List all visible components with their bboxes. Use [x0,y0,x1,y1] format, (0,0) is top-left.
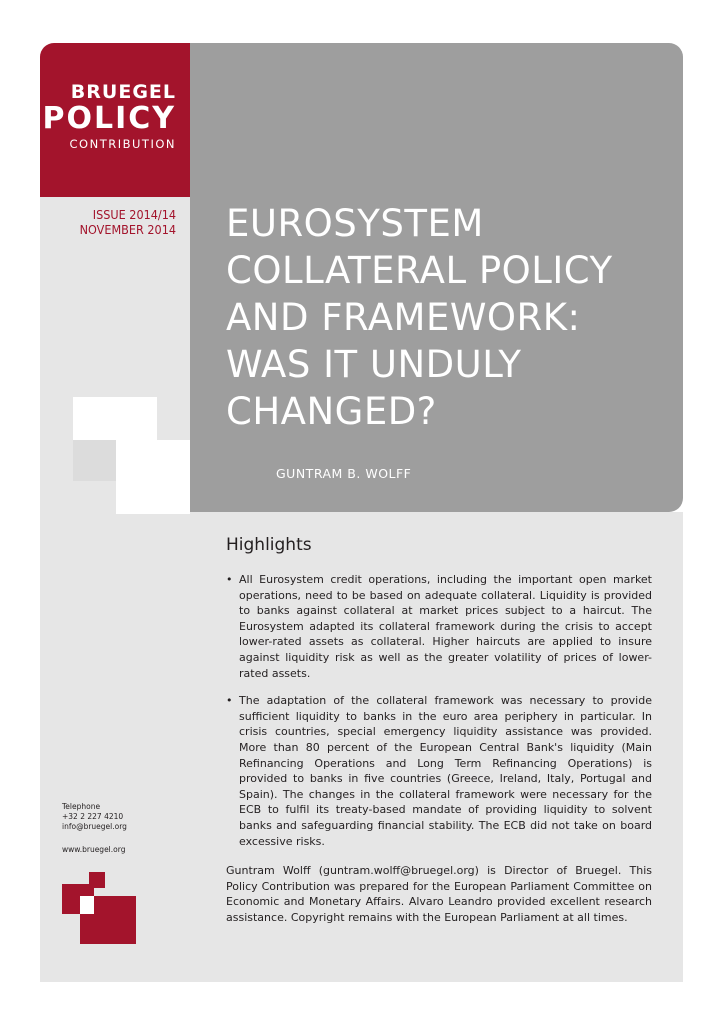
bruegel-mark-icon [62,872,138,944]
brand-line-2: POLICY [42,101,176,136]
email-address: info@bruegel.org [62,822,127,831]
author-name: GUNTRAM B. WOLFF [276,466,412,481]
decorative-square [116,440,190,514]
phone-label: Telephone [62,802,101,811]
highlights-content [226,572,652,925]
issue-info [40,207,176,237]
highlight-bullet: • The adaptation of the collateral framework was necessary to provide sufficient liquidity to banks in the euro area periphery in particular. In crisis countries, special emergency liquidity assistance was provided. More than 80 percent of the European Central Bank's liquidity (Main Refinancing Operations and Long Term Refinancing Operations) is provided to banks in five countries (Greece, Ireland, Italy, Portugal and Spain). The changes in the collateral framework were necessary for the ECB to fulfil its treaty-based mandate of providing liquidity to solvent banks and safeguarding financial stability. The ECB did not take on board excessive risks. [226,693,652,849]
brand-line-1: BRUEGEL [70,81,176,103]
issue-number: ISSUE 2014/14 [92,207,176,222]
document-title [226,200,656,435]
highlights-heading: Highlights [226,535,312,555]
highlight-bullet: • All Eurosystem credit operations, including the important open market operations, need to be based on adequate collateral. Liquidity is provided to banks against collateral at market prices subject to a haircut. The Eurosystem adapted its collateral framework during the crisis to accept lower-rated assets as collateral. Higher haircuts are applied to insure against liquidity risk as well as the greater volatility of prices of lower-rated assets. [226,572,652,681]
title-line: COLLATERAL POLICY [226,249,613,292]
title-line: WAS IT UNDULY [226,343,522,386]
website-url: www.bruegel.org [62,845,126,854]
title-line: CHANGED? [226,390,437,433]
author-note: Guntram Wolff (guntram.wolff@bruegel.org) is Director of Bruegel. This Policy Contribution was prepared for the European Parliament Committee on Economic and Monetary Affairs. Alvaro Leandro provided excellent research assistance. Copyright remains with the European Parliament at all times. [226,864,652,924]
brand-line-3: CONTRIBUTION [69,137,176,151]
title-line: AND FRAMEWORK: [226,296,581,339]
contact-info [62,802,127,832]
title-line: EUROSYSTEM [226,202,484,245]
left-sidebar-panel [40,196,190,982]
highlights-list [226,572,652,849]
decorative-square [73,440,116,481]
phone-number: +32 2 227 4210 [62,812,124,821]
issue-date: NOVEMBER 2014 [79,222,176,237]
bruegel-policy-contribution-logo [40,43,190,197]
